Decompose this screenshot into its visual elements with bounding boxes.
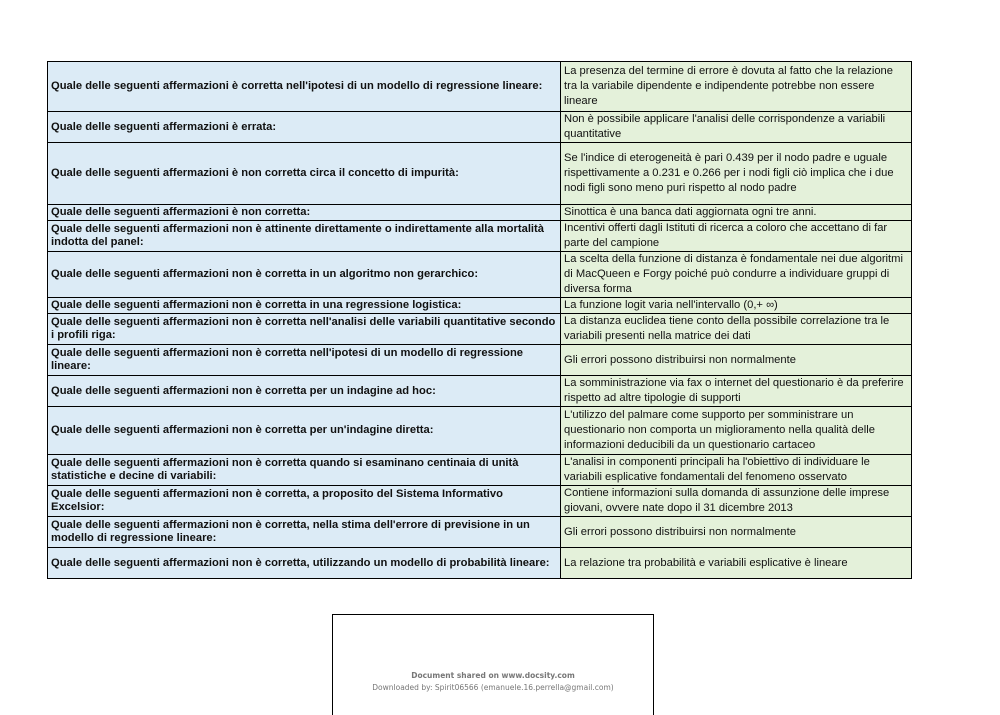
table-row xyxy=(48,252,912,298)
question-cell: Quale delle seguenti affermazioni non è corretta in una regressione logistica: xyxy=(48,298,561,314)
question-cell: Quale delle seguenti affermazioni non è corretta nell'analisi delle variabili quantitative secondo i profili riga: xyxy=(48,314,561,345)
question-cell: Quale delle seguenti affermazioni non è corretta, utilizzando un modello di probabilità lineare: xyxy=(48,548,561,579)
table-row xyxy=(48,112,912,143)
question-cell: Quale delle seguenti affermazioni non è corretta in un algoritmo non gerarchico: xyxy=(48,252,561,298)
answer-cell: Contiene informazioni sulla domanda di assunzione delle imprese giovani, ovvere nate dopo il 31 dicembre 2013 xyxy=(561,486,912,517)
question-cell: Quale delle seguenti affermazioni non è attinente direttamente o indirettamente alla mortalità indotta del panel: xyxy=(48,221,561,252)
question-cell: Quale delle seguenti affermazioni è corretta nell'ipotesi di un modello di regressione lineare: xyxy=(48,62,561,112)
question-cell: Quale delle seguenti affermazioni non è corretta, nella stima dell'errore di previsione in un modello di regressione lineare: xyxy=(48,517,561,548)
table-row xyxy=(48,143,912,205)
table-row xyxy=(48,548,912,579)
question-cell: Quale delle seguenti affermazioni è non corretta circa il concetto di impurità: xyxy=(48,143,561,205)
answer-cell: La relazione tra probabilità e variabili esplicative è lineare xyxy=(561,548,912,579)
question-cell: Quale delle seguenti affermazioni è non corretta: xyxy=(48,205,561,221)
answer-cell: Sinottica è una banca dati aggiornata ogni tre anni. xyxy=(561,205,912,221)
answer-cell: La funzione logit varia nell'intervallo (0,+ ∞) xyxy=(561,298,912,314)
question-cell: Quale delle seguenti affermazioni non è corretta per un'indagine diretta: xyxy=(48,407,561,455)
download-notice: Downloaded by: Spirit06566 (emanuele.16.perrella@gmail.com) xyxy=(372,683,614,692)
answer-cell: L'utilizzo del palmare come supporto per somministrare un questionario non comporta un miglioramento nella qualità delle informazioni deducibili da un questionario cartaceo xyxy=(561,407,912,455)
qa-table xyxy=(47,61,912,579)
answer-cell: L'analisi in componenti principali ha l'obiettivo di individuare le variabili esplicative fondamentali del fenomeno osservato xyxy=(561,455,912,486)
question-cell: Quale delle seguenti affermazioni non è corretta, a proposito del Sistema Informativo Excelsior: xyxy=(48,486,561,517)
table-row xyxy=(48,376,912,407)
answer-cell: Non è possibile applicare l'analisi delle corrispondenze a variabili quantitative xyxy=(561,112,912,143)
watermark-box xyxy=(332,614,654,715)
answer-cell: Gli errori possono distribuirsi non normalmente xyxy=(561,517,912,548)
table-row xyxy=(48,205,912,221)
answer-cell: La distanza euclidea tiene conto della possibile correlazione tra le variabili presenti nella matrice dei dati xyxy=(561,314,912,345)
table-row xyxy=(48,407,912,455)
question-cell: Quale delle seguenti affermazioni è errata: xyxy=(48,112,561,143)
table-row xyxy=(48,486,912,517)
answer-cell: La somministrazione via fax o internet del questionario è da preferire rispetto ad altre tipologie di supporti xyxy=(561,376,912,407)
answer-cell: La presenza del termine di errore è dovuta al fatto che la relazione tra la variabile dipendente e indipendente potrebbe non essere lineare xyxy=(561,62,912,112)
answer-cell: La scelta della funzione di distanza è fondamentale nei due algoritmi di MacQueen e Forgy poiché può condurre a individuare gruppi di diversa forma xyxy=(561,252,912,298)
table-row xyxy=(48,221,912,252)
table-row xyxy=(48,298,912,314)
table-row xyxy=(48,62,912,112)
shared-notice: Document shared on www.docsity.com xyxy=(411,671,575,680)
table-row xyxy=(48,345,912,376)
question-cell: Quale delle seguenti affermazioni non è corretta quando si esaminano centinaia di unità statistiche e decine di variabili: xyxy=(48,455,561,486)
answer-cell: Se l'indice di eterogeneità è pari 0.439 per il nodo padre e uguale rispettivamente a 0.231 e 0.266 per i nodi figli ciò implica che i due nodi figli sono meno puri rispetto al nodo padre xyxy=(561,143,912,205)
question-cell: Quale delle seguenti affermazioni non è corretta nell'ipotesi di un modello di regressione lineare: xyxy=(48,345,561,376)
answer-cell: Incentivi offerti dagli Istituti di ricerca a coloro che accettano di far parte del campione xyxy=(561,221,912,252)
question-cell: Quale delle seguenti affermazioni non è corretta per un indagine ad hoc: xyxy=(48,376,561,407)
table-row xyxy=(48,455,912,486)
answer-cell: Gli errori possono distribuirsi non normalmente xyxy=(561,345,912,376)
table-row xyxy=(48,314,912,345)
table-row xyxy=(48,517,912,548)
